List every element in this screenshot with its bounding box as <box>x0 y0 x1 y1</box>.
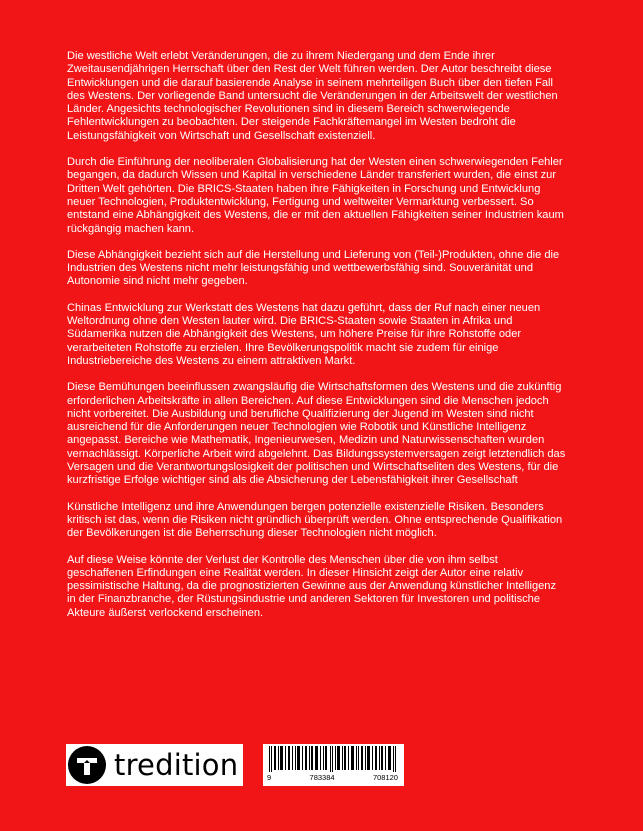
blurb-paragraph-3: Diese Abhängigkeit bezieht sich auf die Herstellung und Lieferung von (Teil-)Produkten, ohne die die Industrien des Westens nicht mehr leistungsfähig und wettbewerbsfähig sind. Souveränität und Autonomie sind nicht mehr gegeben. <box>67 248 560 288</box>
blurb-paragraph-5: Diese Bemühungen beeinflussen zwangsläufig die Wirtschaftsformen des Westens und die zukünftig erforderlichen Arbeitskräfte in allen Bereichen. Auf diese Entwicklungen sind die Menschen jedoch nicht vorbereitet. Die Ausbildung und berufliche Qualifizierung der Jugend im Westen sind nicht ausreichend für die Anforderungen neuer Technologien wie Robotik und Künstliche Intelligenz angepasst. Bereiche wie Mathematik, Ingenieurwesen, Medizin und Naturwissenschaften wurden vernachlässigt. Körperliche Arbeit wird abgelehnt. Das Bildungssystemversagen zeigt letztendlich das Versagen und die Verantwortungslosigkeit der politischen und Wirtschaftseliten des Westens, für die kurzfristige Erfolge wichtiger sind als die Absicherung der Lebensfähigkeit ihrer Gesellschaft <box>67 381 566 487</box>
blurb-paragraph-1: Die westliche Welt erlebt Veränderungen, die zu ihrem Niedergang und dem Ende ihrer Zweitausendjährigen Herrschaft über den Rest der Welt führen werden. Der Autor beschreibt diese Entwicklungen und die darauf basierende Analyse in seinem mehrteiligen Buch über den tiefen Fall des Westens. Der vorliegende Band untersucht die Veränderungen in der Arbeitswelt der westlichen Länder. Angesichts technologischer Revolutionen sind in diesem Bereich schwerwiegende Fehlentwicklungen zu beobachten. Der steigende Fachkräftemangel im Westen bedroht die Leistungsfähigkeit von Wirtschaft und Gesellschaft existenziell. <box>67 50 558 142</box>
barcode-bars <box>267 746 400 772</box>
publisher-logo <box>66 744 243 786</box>
blurb-paragraph-7: Auf diese Weise könnte der Verlust der Kontrolle des Menschen über die von ihm selbst geschaffenen Erfindungen eine Realität werden. In dieser Hinsicht zeigt der Autor eine relativ pessimistische Haltung, da die prognostizierten Gewinne aus der Anwendung künstlicher Intelligenz in der Finanzbranche, der Rüstungsindustrie und anderen Sektoren für Investoren und politische Akteure äußerst verlockend erscheinen. <box>67 553 557 619</box>
tredition-logo-icon <box>68 746 106 784</box>
isbn-barcode <box>263 744 404 786</box>
isbn-digits-prefix: 9 <box>267 773 272 782</box>
blurb-text <box>67 50 567 633</box>
isbn-digits-right: 708120 <box>372 773 398 782</box>
isbn-digits <box>267 772 400 782</box>
blurb-paragraph-4: Chinas Entwicklung zur Werkstatt des Westens hat dazu geführt, dass der Ruf nach einer neuen Weltordnung ohne den Westen lauter wird. Die BRICS-Staaten sowie Staaten in Afrika und Südamerika nutzen die Abhängigkeit des Westens, um höhere Preise für ihre Rohstoffe oder verarbeiteten Rohstoffe zu erzielen. Ihre Bevölkerungspolitik macht sie zudem für einige Industriebereiche des Westens zu einem attraktiven Markt. <box>67 301 541 367</box>
blurb-paragraph-6: Künstliche Intelligenz und ihre Anwendungen bergen potenzielle existenzielle Risiken. Besonders kritisch ist das, wenn die Risiken nicht gründlich überprüft werden. Ohne entsprechende Qualifikation der Bevölkerungen ist die Beherrschung dieser Technologien nicht möglich. <box>67 500 563 540</box>
blurb-paragraph-2: Durch die Einführung der neoliberalen Globalisierung hat der Westen einen schwerwiegenden Fehler begangen, da dadurch Wissen und Kapital in verschiedene Länder transferiert wurden, die einst zur Dritten Welt gehörten. Die BRICS-Staaten haben ihre Fähigkeiten in Forschung und Entwicklung neuer Technologien, Produktentwicklung, Fertigung und weltweiter Vermarktung verbessert. So entstand eine Abhängigkeit des Westens, die er mit den aktuellen Fähigkeiten seiner Industrien kaum rückgängig machen kann. <box>67 156 564 235</box>
publisher-name: tredition <box>114 747 239 782</box>
isbn-digits-left: 783384 <box>309 773 335 782</box>
